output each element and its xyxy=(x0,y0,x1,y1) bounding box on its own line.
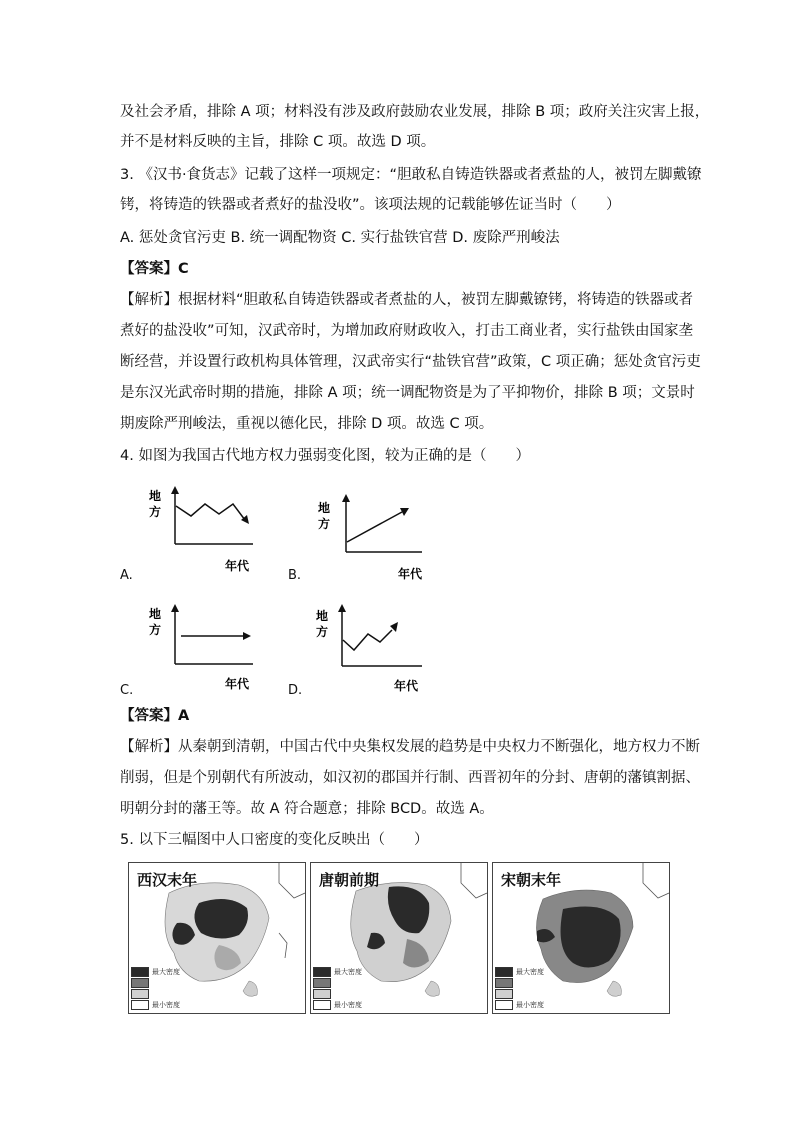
option-c-letter: C. xyxy=(120,683,134,698)
option-d-ylabel-1: 地 xyxy=(316,609,329,623)
analysis-4-line-1: 【解析】从秦朝到清朝，中国古代中央集权发展的趋势是中央权力不断强化，地方权力不断 xyxy=(120,739,700,755)
map-late-song xyxy=(492,862,670,1014)
map-early-tang xyxy=(310,862,488,1014)
map-legend xyxy=(131,967,180,1011)
option-d-graph xyxy=(312,602,432,697)
legend-max: 最大密度 xyxy=(516,968,544,976)
option-a-xlabel: 年代 xyxy=(225,559,250,573)
option-b-graph xyxy=(312,490,432,585)
option-d-xlabel: 年代 xyxy=(394,679,419,693)
option-c-ylabel-1: 地 xyxy=(149,607,162,621)
option-a-ylabel-2: 方 xyxy=(149,505,162,519)
option-c-graph xyxy=(145,602,265,697)
map-title: 宋朝末年 xyxy=(501,871,562,889)
option-d-letter: D. xyxy=(288,683,303,698)
option-d-ylabel-2: 方 xyxy=(316,625,329,639)
legend-min: 最小密度 xyxy=(334,1001,362,1009)
question-3-options: A. 惩处贪官污吏 B. 统一调配物资 C. 实行盐铁官营 D. 废除严刑峻法 xyxy=(120,230,560,246)
option-b-ylabel-2: 方 xyxy=(318,517,331,531)
legend-max: 最大密度 xyxy=(152,968,180,976)
analysis-3-line-1: 【解析】根据材料“胆敢私自铸造铁器或者煮盐的人，被罚左脚戴镣铐，将铸造的铁器或者 xyxy=(120,292,694,308)
option-a-letter: A. xyxy=(120,568,133,583)
option-c-xlabel: 年代 xyxy=(225,677,250,691)
analysis-4-line-2: 削弱，但是个别朝代有所波动，如汉初的郡国并行制、西晋初年的分封、唐朝的藩镇割据、 xyxy=(120,770,700,786)
map-title: 唐朝前期 xyxy=(319,871,380,889)
answer-4: 【答案】A xyxy=(120,708,190,724)
question-3-line-2: 铐，将铸造的铁器或者煮好的盐没收”。该项法规的记载能够佐证当时（ ） xyxy=(120,197,621,213)
option-b-xlabel: 年代 xyxy=(398,567,423,581)
answer-3: 【答案】C xyxy=(120,261,189,277)
text-line-1: 及社会矛盾，排除 A 项；材料没有涉及政府鼓励农业发展，排除 B 项；政府关注灾害上报， xyxy=(120,104,710,120)
option-a-ylabel-1: 地 xyxy=(149,489,162,503)
analysis-3-line-5: 期废除严刑峻法，重视以德化民，排除 D 项。故选 C 项。 xyxy=(120,416,494,432)
option-b-ylabel-1: 地 xyxy=(318,501,331,515)
legend-min: 最小密度 xyxy=(516,1001,544,1009)
question-3-line-1: 3. 《汉书·食货志》记载了这样一项规定：“胆敢私自铸造铁器或者煮盐的人，被罚左脚戴镣 xyxy=(120,167,702,183)
analysis-3-line-4: 是东汉光武帝时期的措施，排除 A 项；统一调配物资是为了平抑物价，排除 B 项；文景时 xyxy=(120,385,695,401)
text-line-2: 并不是材料反映的主旨，排除 C 项。故选 D 项。 xyxy=(120,134,436,150)
option-c-ylabel-2: 方 xyxy=(149,623,162,637)
question-5: 5. 以下三幅图中人口密度的变化反映出（ ） xyxy=(120,832,429,848)
option-a-graph xyxy=(145,482,265,577)
analysis-3-line-2: 煮好的盐没收”可知，汉武帝时，为增加政府财政收入，打击工商业者，实行盐铁由国家垄 xyxy=(120,323,694,339)
legend-min: 最小密度 xyxy=(152,1001,180,1009)
option-b-letter: B. xyxy=(288,568,302,583)
legend-max: 最大密度 xyxy=(334,968,362,976)
analysis-4-line-3: 明朝分封的藩王等。故 A 符合题意；排除 BCD。故选 A。 xyxy=(120,801,494,817)
map-legend xyxy=(313,967,362,1011)
map-title: 西汉末年 xyxy=(137,871,198,889)
analysis-3-line-3: 断经营，并设置行政机构具体管理，汉武帝实行“盐铁官营”政策，C 项正确；惩处贪官污吏 xyxy=(120,354,701,370)
map-western-han xyxy=(128,862,306,1014)
map-legend xyxy=(495,967,544,1011)
question-4: 4. 如图为我国古代地方权力强弱变化图，较为正确的是（ ） xyxy=(120,448,530,464)
